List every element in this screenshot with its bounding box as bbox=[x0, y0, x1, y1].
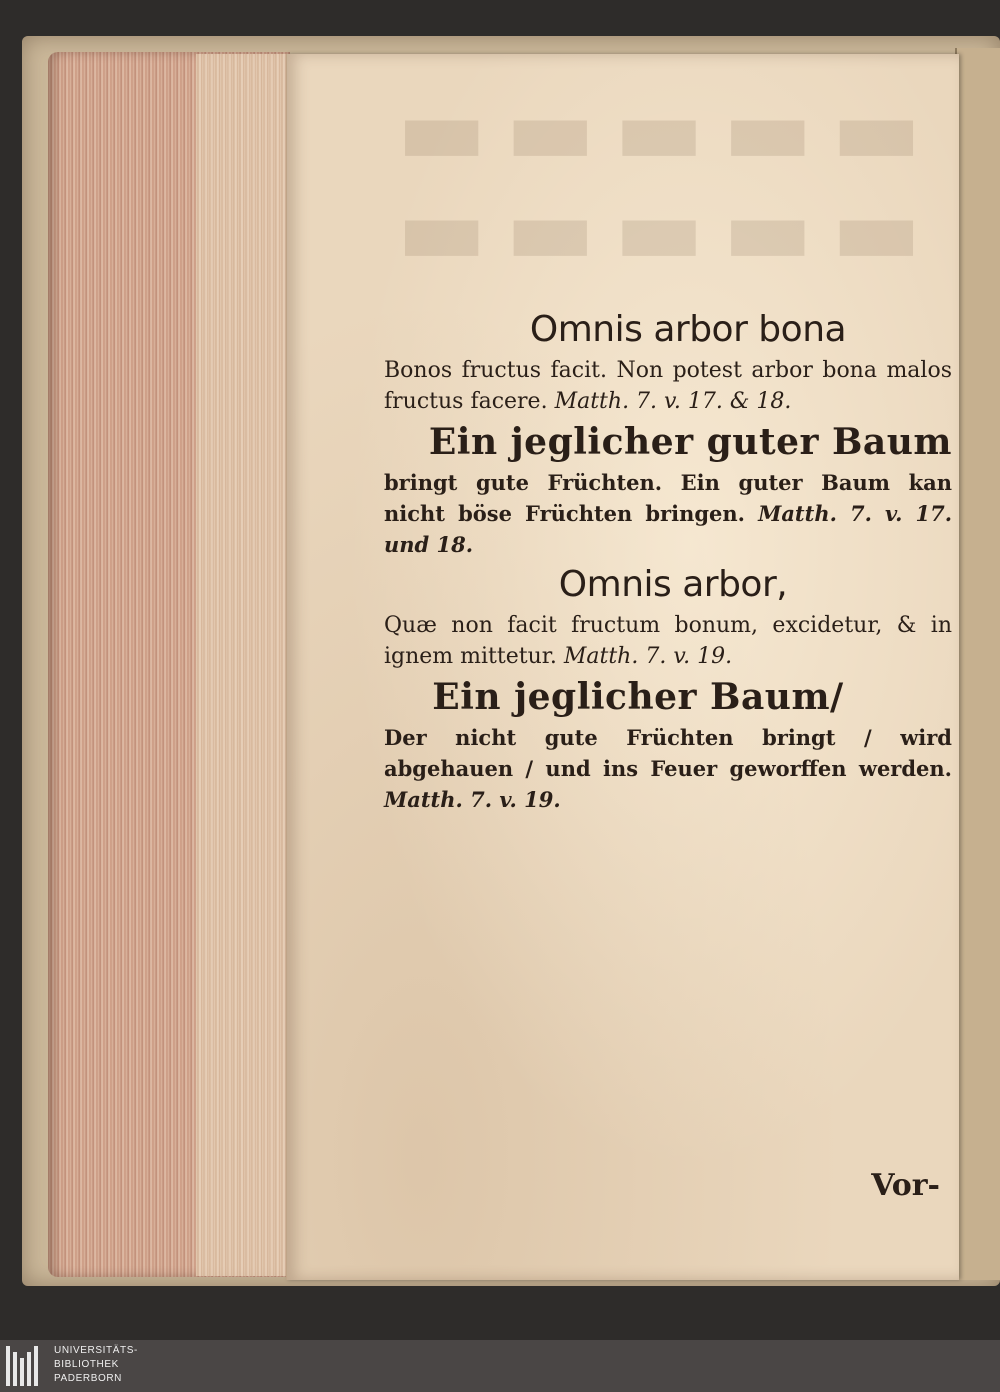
paragraph-text: Bonos fructus facit. Non potest arbor bona malos fructus facere. bbox=[384, 358, 952, 414]
paragraph-german-2 bbox=[384, 722, 952, 815]
facing-page-edge bbox=[955, 48, 1000, 1280]
heading-latin-1: Omnis arbor bona bbox=[529, 309, 847, 350]
heading-latin-2: Omnis arbor, bbox=[558, 564, 788, 605]
library-footer bbox=[0, 1340, 1000, 1392]
bible-reference: Matth. 7. v. 19. bbox=[563, 644, 733, 669]
library-name-line: PADERBORN bbox=[54, 1373, 123, 1384]
paragraph-text: Quæ non facit fructum bonum, excidetur, & in ignem mittetur. bbox=[384, 613, 952, 669]
page-text bbox=[384, 305, 952, 815]
paragraph-latin-2 bbox=[384, 610, 952, 672]
paragraph-text: Der nicht gute Früchten bringt / wird abgehauen / und ins Feuer geworffen werden. bbox=[384, 725, 952, 781]
library-name-line: UNIVERSITÄTS- bbox=[54, 1345, 138, 1356]
library-name bbox=[54, 1344, 138, 1386]
library-name-line: BIBLIOTHEK bbox=[54, 1359, 119, 1370]
library-logo-icon bbox=[6, 1346, 48, 1386]
page-edges-inner bbox=[196, 54, 290, 1276]
bleed-through-shading: ▬▬▬▬▬ ▬▬▬▬▬ bbox=[378, 73, 922, 286]
bible-reference: Matth. 7. v. 17. und 18. bbox=[384, 501, 953, 557]
catchword: Vor- bbox=[871, 1168, 940, 1203]
paragraph-text: bringt gute Früchten. Ein guter Baum kan nicht böse Früchten bringen. bbox=[384, 470, 952, 526]
heading-german-2: Ein jeglicher Baum/ bbox=[432, 676, 844, 718]
paragraph-german-1 bbox=[384, 467, 952, 560]
bible-reference: Matth. 7. v. 19. bbox=[384, 787, 561, 812]
bible-reference: Matth. 7. v. 17. & 18. bbox=[554, 389, 792, 414]
heading-german-1: Ein jeglicher guter Baum bbox=[428, 421, 952, 463]
paragraph-latin-1 bbox=[384, 355, 952, 417]
